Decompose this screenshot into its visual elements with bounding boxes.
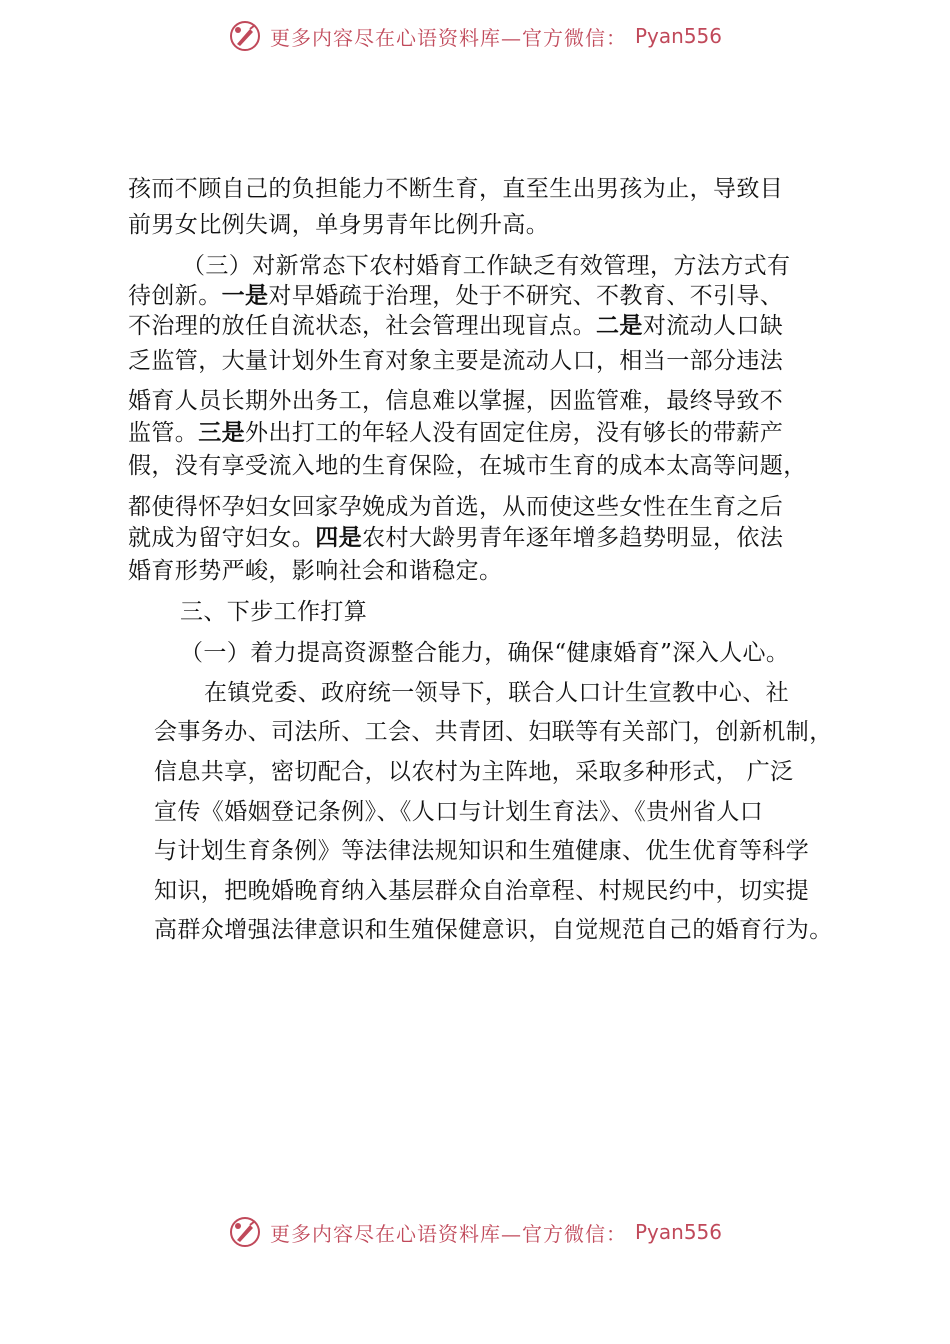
header-watermark [0,14,950,58]
body-text: 不治理的放任自流状态，社会管理出现盲点。 [128,313,596,339]
paragraph-line-2: 会事务办、司法所、工会、共青团、妇联等有关部门，创新机制， [154,719,833,745]
body-line-6: 乏监管，大量计划外生育对象主要是流动人口，相当一部分违法 [128,348,784,374]
section-heading-three: 三、下步工作打算 [180,599,368,625]
body-text: 就成为留守妇女。 [128,525,316,551]
paragraph-line-4: 宣传《婚姻登记条例》、《人口与计划生育法》、《贵州省人口 [154,799,764,825]
watermark-wechat-id: Pyan556 [634,24,722,48]
point-four-label: 四是 [315,525,363,551]
paragraph-line-3: 信息共享，密切配合，以农村为主阵地，采取多种形式， 广泛 [154,759,794,785]
body-text: 待创新。 [128,283,222,309]
body-line-4 [128,281,783,311]
body-text: 监管。 [128,420,199,446]
paragraph-line-1: 在镇党委、政府统一领导下，联合人口计生宣教中心、社 [204,680,789,706]
paragraph-line-5: 与计划生育条例》等法律法规知识和生殖健康、优生优育等科学 [154,838,810,864]
footer-watermark [0,1210,950,1254]
body-line-1: 孩而不顾自己的负担能力不断生育，直至生出男孩为止，导致目 [128,176,784,202]
pen-logo-icon [228,1215,262,1249]
body-line-12: 婚育形势严峻，影响社会和谐稳定。 [128,558,503,584]
body-text: 对流动人口缺 [642,313,784,339]
subsection-heading-one: （一）着力提高资源整合能力，确保“健康婚育”深入人心。 [180,640,790,666]
body-text: 农村大龄男青年逐年增多趋势明显，依法 [362,525,784,551]
point-three-label: 三是 [198,420,246,446]
body-line-8 [128,418,783,448]
section-three-paragraph: （三）对新常态下农村婚育工作缺乏有效管理，方法方式有 [182,253,791,279]
body-line-7: 婚育人员长期外出务工，信息难以掌握，因监管难，最终导致不 [128,388,784,414]
watermark-text: 更多内容尽在心语资料库—官方微信： [269,25,627,50]
body-text: 对早婚疏于治理，处于不研究、不教育、不引导、 [268,283,784,309]
point-two-label: 二是 [596,313,643,339]
paragraph-line-6: 知识，把晚婚晚育纳入基层群众自治章程、村规民约中，切实提 [154,878,810,904]
body-line-9: 假，没有享受流入地的生育保险，在城市生育的成本太高等问题， [128,453,807,479]
body-text: 外出打工的年轻人没有固定住房，没有够长的带薪产 [245,420,784,446]
pen-logo-icon [228,19,262,53]
body-line-11 [128,523,783,553]
body-line-10: 都使得怀孕妇女回家孕娩成为首选，从而使这些女性在生育之后 [128,494,784,520]
body-line-2: 前男女比例失调，单身男青年比例升高。 [128,212,550,238]
paragraph-line-7: 高群众增强法律意识和生殖保健意识，自觉规范自己的婚育行为。 [154,917,833,943]
body-line-5 [128,311,783,341]
watermark-wechat-id: Pyan556 [634,1220,722,1244]
watermark-text: 更多内容尽在心语资料库—官方微信： [269,1221,627,1246]
point-one-label: 一是 [221,283,269,309]
